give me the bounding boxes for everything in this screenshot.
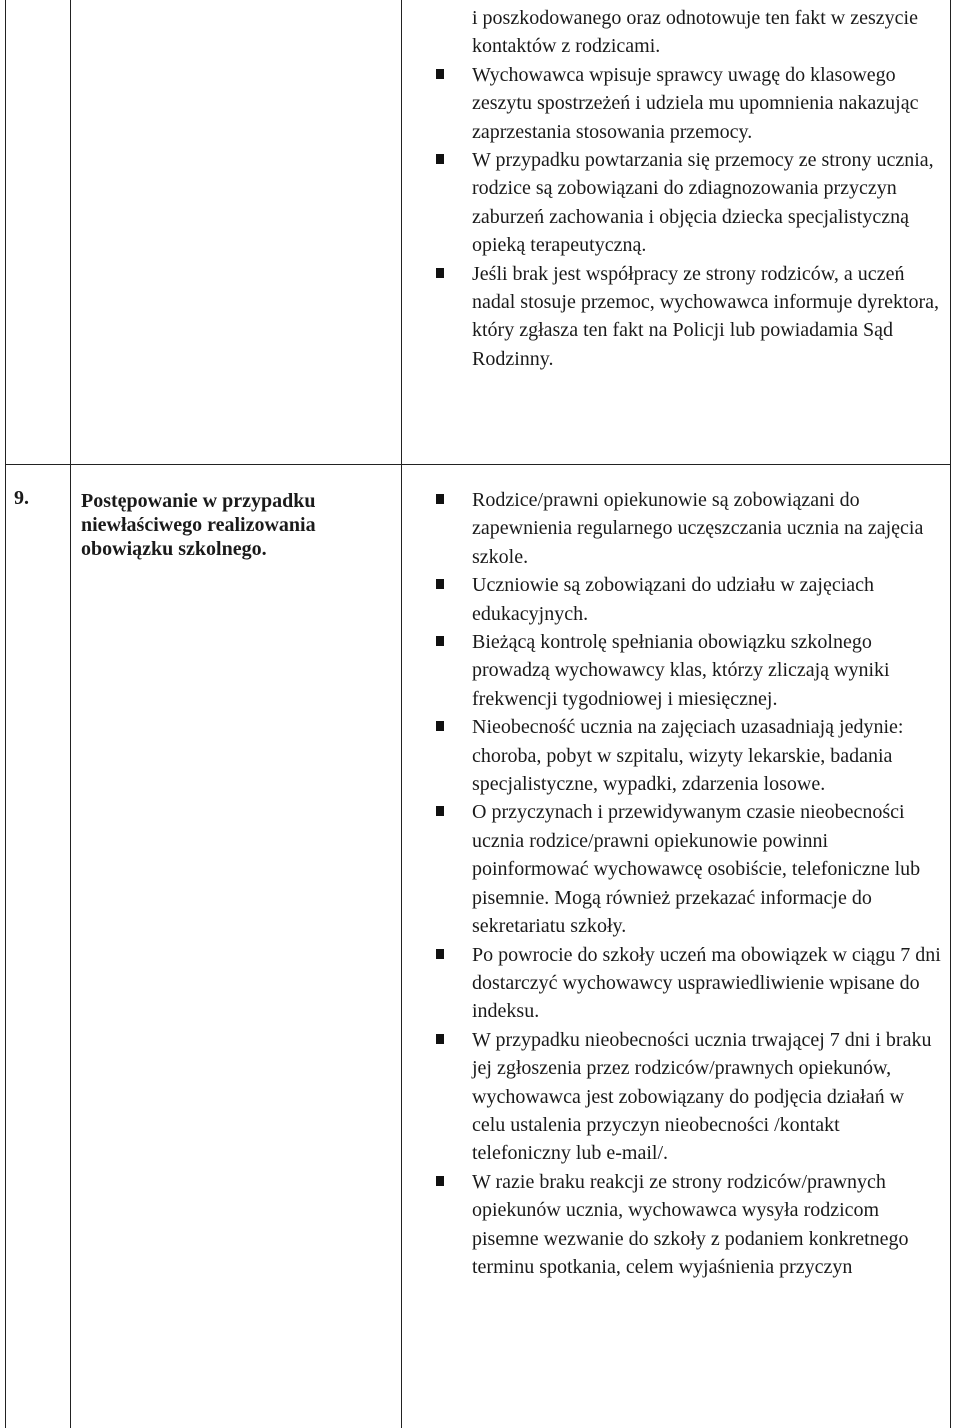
list-item xyxy=(427,4,942,61)
list-item-text: Uczniowie są zobowiązani do udziału w zajęciach edukacyjnych. xyxy=(472,574,875,625)
square-bullet-icon xyxy=(436,806,444,816)
list-item-text: Bieżącą kontrolę spełniania obowiązku szkolnego prowadzą wychowawcy klas, którzy zliczają wyniki frekwencji tygodniowej i miesięcznej. xyxy=(472,631,890,710)
section-title: Postępowanie w przypadku niewłaściwego realizowania obowiązku szkolnego. xyxy=(81,490,316,560)
list-item xyxy=(427,146,942,260)
list-item xyxy=(427,713,942,798)
list-item-text: W przypadku powtarzania się przemocy ze strony ucznia, rodzice są zobowiązani do zdiagnozowania przyczyn zaburzeń zachowania i objęcia dziecka specjalistyczną opieką terapeutyczną. xyxy=(472,149,934,257)
square-bullet-icon xyxy=(436,1034,444,1044)
square-bullet-icon xyxy=(436,949,444,959)
row-divider xyxy=(5,464,951,465)
list-item xyxy=(427,61,942,146)
square-bullet-icon xyxy=(436,154,444,164)
list-item-text: Jeśli brak jest współpracy ze strony rodziców, a uczeń nadal stosuje przemoc, wychowawca informuje dyrektora, który zgłasza ten fakt na Policji lub powiadamia Sąd Rodzinny. xyxy=(472,262,940,370)
section-number: 9. xyxy=(14,487,29,509)
section-9-list xyxy=(427,486,942,1281)
list-item xyxy=(427,628,942,713)
list-item-text: Nieobecność ucznia na zajęciach uzasadniają jedynie: choroba, pobyt w szpitalu, wizyty lekarskie, badania specjalistyczne, wypadki, zdarzenia losowe. xyxy=(472,716,904,796)
list-item xyxy=(427,1168,942,1282)
square-bullet-icon xyxy=(436,1176,444,1186)
square-bullet-icon xyxy=(436,579,444,589)
list-item-text: Wychowawca wpisuje sprawcy uwagę do klasowego zeszytu spostrzeżeń i udziela mu upomnienia nakazując zaprzestania stosowania przemocy. xyxy=(472,63,919,143)
list-item xyxy=(427,798,942,940)
list-item xyxy=(427,260,942,374)
column-divider-title xyxy=(401,0,402,1428)
previous-section-list xyxy=(427,4,942,373)
square-bullet-icon xyxy=(436,721,444,731)
square-bullet-icon xyxy=(436,636,444,646)
table-border-right xyxy=(950,0,951,1428)
column-divider-number xyxy=(70,0,71,1428)
list-item-text: i poszkodowanego oraz odnotowuje ten fakt w zeszycie kontaktów z rodzicami. xyxy=(472,7,918,58)
list-item xyxy=(427,486,942,571)
list-item xyxy=(427,941,942,1026)
list-item xyxy=(427,1026,942,1168)
square-bullet-icon xyxy=(436,69,444,79)
table-border-left xyxy=(5,0,6,1428)
list-item-text: Rodzice/prawni opiekunowie są zobowiązani do zapewnienia regularnego uczęszczania ucznia na zajęcia szkole. xyxy=(472,489,924,568)
list-item xyxy=(427,571,942,628)
list-item-text: W razie braku reakcji ze strony rodziców/prawnych opiekunów ucznia, wychowawca wysyła rodzicom pisemne wezwanie do szkoły z podaniem konkretnego terminu spotkania, celem wyjaśnienia przyczyn xyxy=(472,1170,909,1278)
list-item-text: O przyczynach i przewidywanym czasie nieobecności ucznia rodzice/prawni opiekunowie powinni poinformować wychowawcę osobiście, telefoniczne lub pisemnie. Mogą również przekazać informacje do sekretariatu szkoły. xyxy=(472,801,921,938)
list-item-text: W przypadku nieobecności ucznia trwającej 7 dni i braku jej zgłoszenia przez rodziców/prawnych opiekunów, wychowawca jest zobowiązany do podjęcia działań w celu ustalenia przyczyn nieobecności /kontakt telefoniczny lub e-mail/. xyxy=(472,1028,932,1165)
square-bullet-icon xyxy=(436,268,444,278)
square-bullet-icon xyxy=(436,494,444,504)
list-item-text: Po powrocie do szkoły uczeń ma obowiązek w ciągu 7 dni dostarczyć wychowawcy usprawiedliwienie wpisane do indeksu. xyxy=(472,943,941,1023)
